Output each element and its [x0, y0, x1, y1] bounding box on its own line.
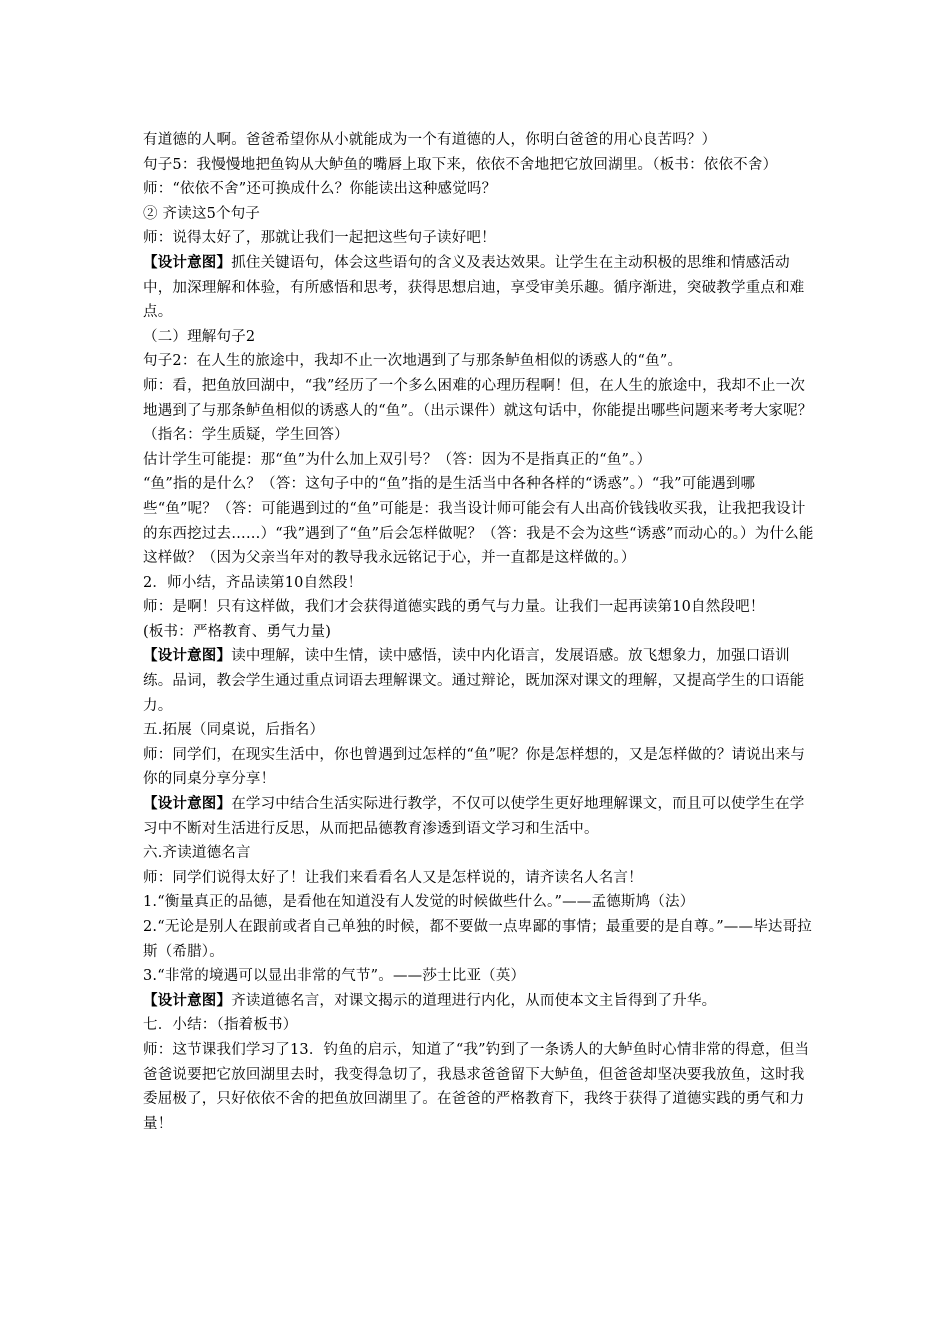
paragraph-text: 师：“依依不舍”还可换成什么？你能读出这种感觉吗？ — [143, 181, 497, 198]
paragraph-text: 抓住关键语句，体会这些语句的含义及表达效果。让学生在主动积极的思维和情感活动中，加深理解和体验，有所感悟和思考，获得思想启迪，享受审美乐趣。循序渐进，突破教学重点和难点。 — [143, 254, 805, 321]
design-intent-label: 【设计意图】 — [143, 795, 232, 813]
paragraph — [143, 472, 814, 570]
quote-item — [143, 915, 814, 964]
paragraph-text: 3.“非常的境遇可以显出非常的气节”。——莎士比亚（英） — [143, 968, 526, 985]
paragraph — [143, 866, 814, 891]
paragraph — [143, 595, 814, 620]
paragraph — [143, 177, 814, 202]
quote-item — [143, 890, 814, 915]
paragraph — [143, 448, 814, 473]
section-heading — [143, 718, 814, 743]
paragraph-text: (板书：严格教育、勇气力量) — [143, 623, 332, 640]
paragraph-text: 六.齐读道德名言 — [143, 845, 251, 862]
paragraph-text: 2．师小结，齐品读第10自然段！ — [143, 574, 363, 591]
paragraph — [143, 1038, 814, 1136]
paragraph-text: 2.“无论是别人在跟前或者自己单独的时候，都不要做一点卑鄙的事情；最重要的是自尊。”——毕达哥拉斯（希腊）。 — [143, 919, 813, 960]
paragraph-text: ② 齐读这5个句子 — [143, 205, 261, 222]
paragraph — [143, 226, 814, 251]
paragraph-text: （二）理解句子2 — [143, 328, 256, 345]
paragraph — [143, 571, 814, 596]
paragraph — [143, 620, 814, 645]
paragraph — [143, 128, 814, 153]
paragraph-text: 读中理解，读中生情，读中感悟，读中内化语言，发展语感。放飞想象力，加强口语训练。品词，教会学生通过重点词语去理解课文。通过辩论，既加深对课文的理解，又提高学生的口语能力。 — [143, 648, 805, 714]
paragraph — [143, 202, 814, 227]
quote-item — [143, 964, 814, 989]
paragraph-text: 五.拓展（同桌说，后指名） — [143, 722, 325, 739]
paragraph-text: 七．小结：（指着板书） — [143, 1017, 298, 1034]
paragraph-text: 1.“衡量真正的品德，是看他在知道没有人发觉的时候做些什么。”——孟德斯鸠（法） — [143, 894, 695, 911]
design-intent-paragraph — [143, 644, 814, 718]
paragraph-text: 齐读道德名言，对课文揭示的道理进行内化，从而使本文主旨得到了升华。 — [231, 992, 717, 1009]
paragraph-text: 句子2：在人生的旅途中，我却不止一次地遇到了与那条鲈鱼相似的诱惑人的“鱼”。 — [143, 353, 683, 370]
paragraph-text: 在学习中结合生活实际进行教学，不仅可以使学生更好地理解课文，而且可以使学生在学习中不断对生活进行反思，从而把品德教育渗透到语文学习和生活中。 — [143, 796, 805, 837]
paragraph-text: 师：同学们说得太好了！让我们来看看名人又是怎样说的，请齐读名人名言！ — [143, 869, 643, 886]
section-heading — [143, 325, 814, 350]
paragraph-text: 师：这节课我们学习了13．钓鱼的启示，知道了“我”钓到了一条诱人的大鲈鱼时心情非常的得意，但当爸爸说要把它放回湖里去时，我变得急切了，我恳求爸爸留下大鲈鱼，但爸爸却坚决要我放鱼，这时我委屈极了，只好依依不舍的把鱼放回湖里了。在爸爸的严格教育下，我终于获得了道德实践的勇气和力量！ — [143, 1041, 810, 1132]
paragraph-text: 估计学生可能提：那“鱼”为什么加上双引号？（答：因为不是指真正的“鱼”。） — [143, 451, 652, 468]
paragraph-text: 师：是啊！只有这样做，我们才会获得道德实践的勇气与力量。让我们一起再读第10自然段吧！ — [143, 599, 765, 616]
paragraph-text: 有道德的人啊。爸爸希望你从小就能成为一个有道德的人，你明白爸爸的用心良苦吗？） — [143, 132, 717, 148]
paragraph — [143, 153, 814, 178]
design-intent-paragraph — [143, 792, 814, 841]
paragraph-text: 师：同学们，在现实生活中，你也曾遇到过怎样的“鱼”呢？你是怎样想的，又是怎样做的？请说出来与你的同桌分享分享！ — [143, 746, 806, 788]
paragraph-text: 师：说得太好了，那就让我们一起把这些句子读好吧！ — [143, 230, 496, 247]
paragraph — [143, 374, 814, 448]
paragraph-text: “鱼”指的是什么？（答：这句子中的“鱼”指的是生活当中各种各样的“诱惑”。）“我”可能遇到哪些“鱼”呢？（答：可能遇到过的“鱼”可能是：我当设计师可能会有人出高价钱钱收买我，让我把我设计的东西挖过去……）“我”遇到了“鱼”后会怎样做呢？（答：我是不会为这些“诱惑”而动心的。）为什么能这样做？（因为父亲当年对的教导我永远铭记于心，并一直都是这样做的。） — [143, 476, 814, 567]
design-intent-paragraph — [143, 251, 814, 325]
design-intent-label: 【设计意图】 — [143, 253, 232, 271]
paragraph — [143, 743, 814, 792]
section-heading — [143, 841, 814, 866]
design-intent-label: 【设计意图】 — [143, 647, 232, 665]
design-intent-label: 【设计意图】 — [143, 991, 232, 1009]
paragraph — [143, 349, 814, 374]
design-intent-paragraph — [143, 989, 814, 1014]
paragraph-text: 句子5：我慢慢地把鱼钩从大鲈鱼的嘴唇上取下来，依依不舍地把它放回湖里。（板书：依依不舍） — [143, 156, 778, 173]
section-heading — [143, 1013, 814, 1038]
paragraph-text: 师：看，把鱼放回湖中，“我”经历了一个多么困难的心理历程啊！但，在人生的旅途中，我却不止一次地遇到了与那条鲈鱼相似的诱惑人的“鱼”。（出示课件）就这句话中，你能提出哪些问题来考考大家呢？（指名：学生质疑，学生回答） — [143, 377, 813, 444]
